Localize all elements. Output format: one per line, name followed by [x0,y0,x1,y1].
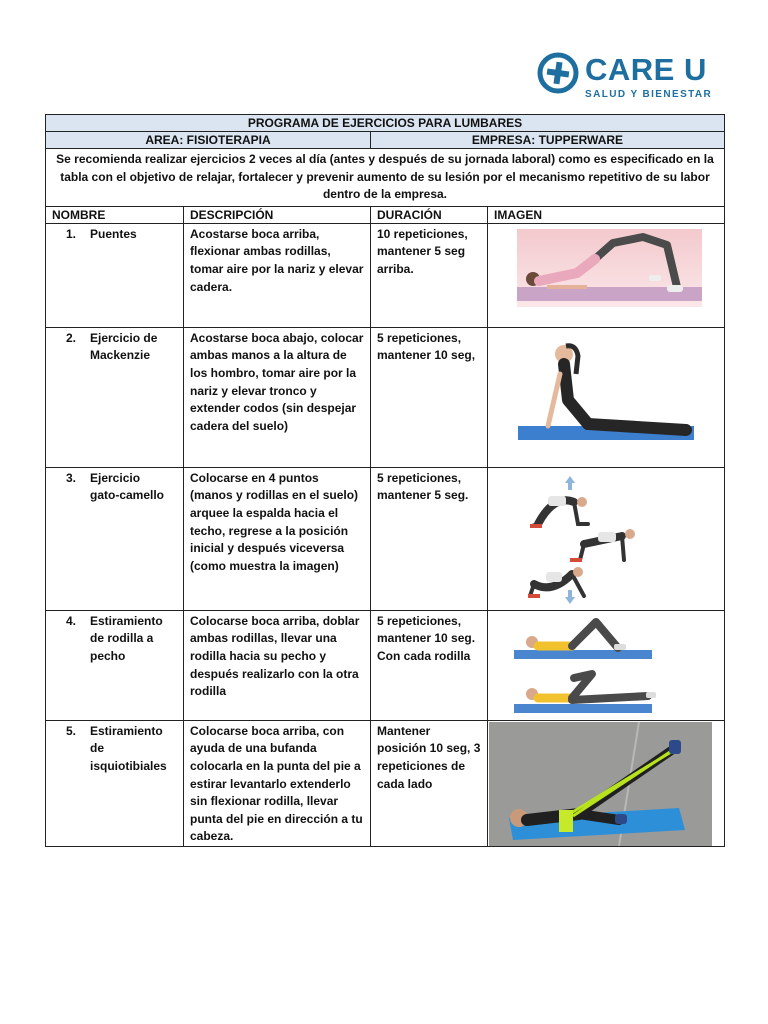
care-u-logo [537,52,717,102]
company-label: EMPRESA: TUPPERWARE [371,132,725,149]
exercise-description: Acostarse boca arriba, flexionar ambas rodillas, tomar aire por la nariz y elevar cadera. [184,223,371,327]
exercise-name-cell [46,610,184,720]
logo-name: CARE U [585,52,707,87]
exercise-image-cell [488,467,725,610]
table-row [46,467,725,610]
exercise-image-cell [488,327,725,467]
intro-text: Se recomienda realizar ejercicios 2 veces al día (antes y después de su jornada laboral) como es especificado en la tabla con el objetivo de relajar, fortalecer y prevenir aumento de su lesión por el mecanismo repetitivo de su labor dentro de la empresa. [46,149,725,207]
exercise-image-cell [488,610,725,720]
bridge-exercise-image [517,229,702,307]
area-label: AREA: FISIOTERAPIA [46,132,371,149]
exercise-description: Colocarse boca arriba, doblar ambas rodillas, llevar una rodilla hacia su pecho y después realizarlo con la otra rodilla [184,610,371,720]
exercise-name: Ejercicio de Mackenzie [90,330,158,363]
exercise-number: 2. [65,330,76,345]
program-title: PROGRAMA DE EJERCICIOS PARA LUMBARES [46,115,725,132]
exercise-number: 1. [65,226,76,241]
exercise-description: Colocarse en 4 puntos (manos y rodillas en el suelo) arquee la espalda hacia el techo, regrese a la posición inicial y después viceversa (como muestra la imagen) [184,467,371,610]
exercise-name-cell [46,327,184,467]
exercise-duration: 5 repeticiones, mantener 10 seg, [371,327,488,467]
exercise-number: 4. [65,613,76,628]
exercise-duration: 5 repeticiones, mantener 10 seg. Con cada rodilla [371,610,488,720]
care-u-cross-icon [537,52,579,94]
hamstring-stretch-exercise-image [489,722,712,846]
header-description: DESCRIPCIÓN [184,206,371,223]
exercise-duration: Mantener posición 10 seg, 3 repeticiones de cada lado [371,720,488,846]
exercise-description: Colocarse boca arriba, con ayuda de una bufanda colocarla en la punta del pie a estirar levantarlo extenderlo sin flexionar rodilla, llevar punta del pie en dirección a tu cabeza. [184,720,371,846]
exercise-description: Acostarse boca abajo, colocar ambas manos a la altura de los hombro, tomar aire por la nariz y elevar tronco y extender codos (sin despejar cadera del suelo) [184,327,371,467]
exercise-name: Puentes [90,226,137,241]
exercise-program-table [45,114,725,847]
header-image: IMAGEN [488,206,725,223]
exercise-name: Ejercicio gato-camello [90,470,165,503]
exercise-name: Estiramiento de isquiotibiales [90,723,167,773]
knee-to-chest-exercise-image [514,614,664,716]
table-row [46,223,725,327]
exercise-number: 3. [65,470,76,485]
exercise-name-cell [46,467,184,610]
header-duration: DURACIÓN [371,206,488,223]
table-row [46,610,725,720]
exercise-duration: 10 repeticiones, mantener 5 seg arriba. [371,223,488,327]
table-row [46,720,725,846]
header-name: NOMBRE [46,206,184,223]
cat-camel-exercise-image [524,472,654,606]
exercise-duration: 5 repeticiones, mantener 5 seg. [371,467,488,610]
exercise-name-cell [46,223,184,327]
table-row [46,327,725,467]
mackenzie-exercise-image [518,334,696,442]
exercise-image-cell [488,223,725,327]
logo-tagline: SALUD Y BIENESTAR [585,89,713,100]
exercise-name-cell [46,720,184,846]
exercise-number: 5. [65,723,76,738]
exercise-image-cell [488,720,725,846]
exercise-name: Estiramiento de rodilla a pecho [90,613,163,663]
